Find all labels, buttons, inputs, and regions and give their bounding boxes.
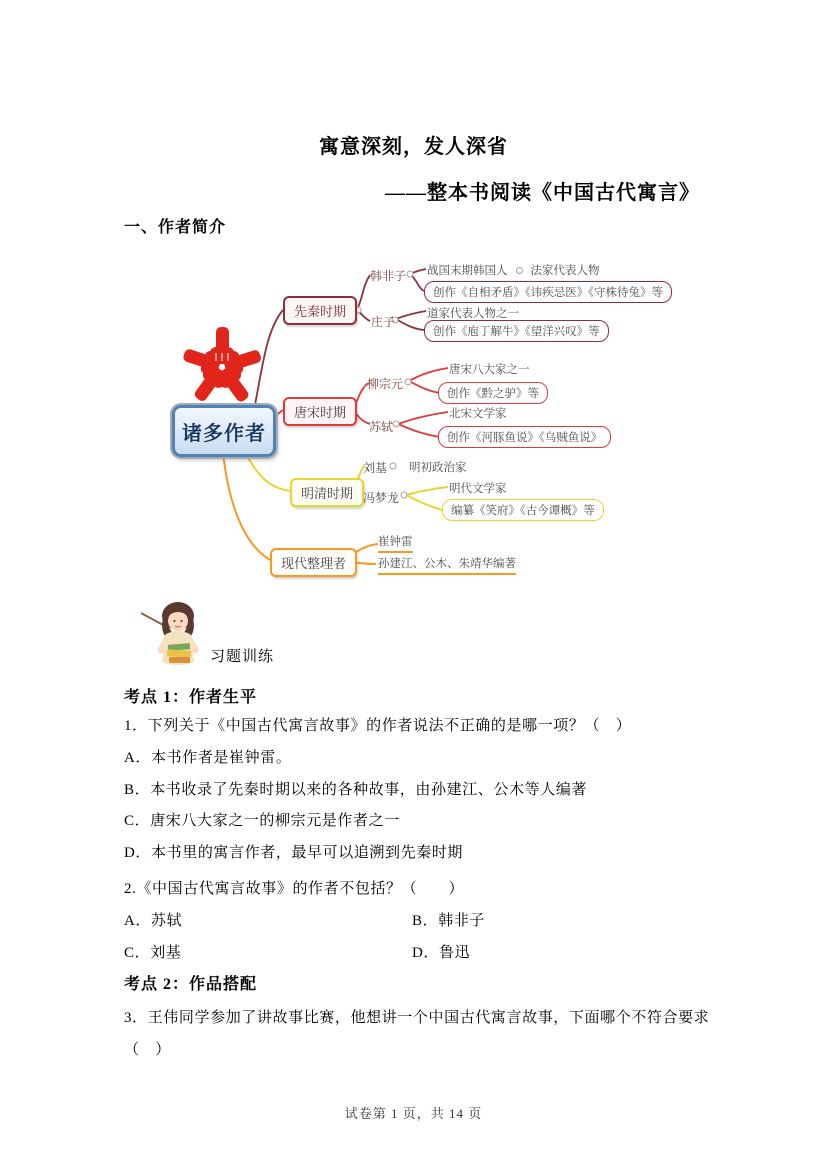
kaodian2-heading: 考点 2：作品搭配 — [124, 976, 258, 993]
page-title: 寓意深刻，发人深省 — [319, 136, 508, 158]
question-3-paren: （ ） — [124, 1042, 171, 1058]
question-2-option-a: A．苏轼 — [124, 913, 183, 929]
branch-modern-compilers: 现代整理者 — [270, 548, 357, 577]
question-2-option-c: C．刘基 — [124, 945, 182, 961]
connector-dot — [516, 267, 523, 274]
branch-ming-qing: 明清时期 — [290, 478, 364, 507]
question-1-option-b: B．本书收录了先秦时期以来的各种故事，由孙建江、公木等人编著 — [124, 782, 588, 798]
author-hanfeizi: 韩非子 — [370, 269, 407, 283]
zhuangzi-works: 创作《庖丁解牛》《望洋兴叹》等 — [424, 320, 609, 342]
question-1: 1．下列关于《中国古代寓言故事》的作者说法不正确的是哪一项？（ ） — [124, 718, 632, 734]
author-liuji: 刘基 — [363, 461, 388, 475]
compiler-cuizhonglei: 崔钟雷 — [378, 533, 413, 553]
hanfeizi-fact2: 法家代表人物 — [530, 263, 600, 277]
liuzongyuan-works: 创作《黔之驴》等 — [438, 382, 548, 404]
sushi-works: 创作《河豚鱼说》《乌贼鱼说》 — [438, 426, 611, 448]
section-heading-author-intro: 一、作者简介 — [124, 219, 227, 236]
sushi-fact: 北宋文学家 — [449, 406, 507, 420]
question-2-option-d: D．鲁迅 — [412, 945, 471, 961]
author-fengmenglong: 冯梦龙 — [363, 491, 400, 505]
author-liuzongyuan: 柳宗元 — [367, 377, 404, 391]
compilers-sunjianjiang: 孙建江、公木、朱靖华编著 — [378, 555, 516, 575]
author-zhuangzi: 庄子 — [371, 315, 396, 329]
page-footer: 试卷第 1 页，共 14 页 — [344, 1106, 483, 1121]
question-3: 3．王伟同学参加了讲故事比赛，他想讲一个中国古代寓言故事，下面哪个不符合要求 — [124, 1010, 710, 1026]
question-2-option-b: B．韩非子 — [412, 913, 486, 929]
question-1-option-a: A．本书作者是崔钟雷。 — [124, 750, 292, 766]
teacher-icon — [138, 596, 212, 670]
question-2: 2.《中国古代寓言故事》的作者不包括？（ ） — [124, 881, 465, 897]
liuzongyuan-fact: 唐宋八大家之一 — [449, 362, 530, 376]
question-1-option-c: C．唐宋八大家之一的柳宗元是作者之一 — [124, 813, 400, 829]
liuji-fact: 明初政治家 — [409, 460, 467, 474]
fengmenglong-fact: 明代文学家 — [449, 481, 507, 495]
exercise-training-label: 习题训练 — [210, 649, 275, 665]
author-mindmap — [130, 245, 727, 597]
fengmenglong-works: 编纂《笑府》《古今谭概》等 — [442, 499, 604, 521]
hands-together-icon — [176, 325, 268, 411]
hanfeizi-fact1: 战国末期韩国人 — [427, 263, 508, 277]
branch-pre-qin: 先秦时期 — [283, 296, 357, 325]
kaodian1-heading: 考点 1：作者生平 — [124, 689, 258, 706]
zhuangzi-fact: 道家代表人物之一 — [427, 306, 519, 320]
question-1-option-d: D．本书里的寓言作者，最早可以追溯到先秦时期 — [124, 845, 464, 861]
hanfeizi-facts — [427, 262, 600, 278]
author-sushi: 苏轼 — [369, 420, 394, 434]
page-subtitle: ——整本书阅读《中国古代寓言》 — [385, 182, 700, 204]
branch-tang-song: 唐宋时期 — [283, 397, 357, 426]
mindmap-center-node: 诸多作者 — [172, 405, 276, 457]
hanfeizi-works: 创作《自相矛盾》《讳疾忌医》《守株待兔》等 — [424, 281, 672, 303]
